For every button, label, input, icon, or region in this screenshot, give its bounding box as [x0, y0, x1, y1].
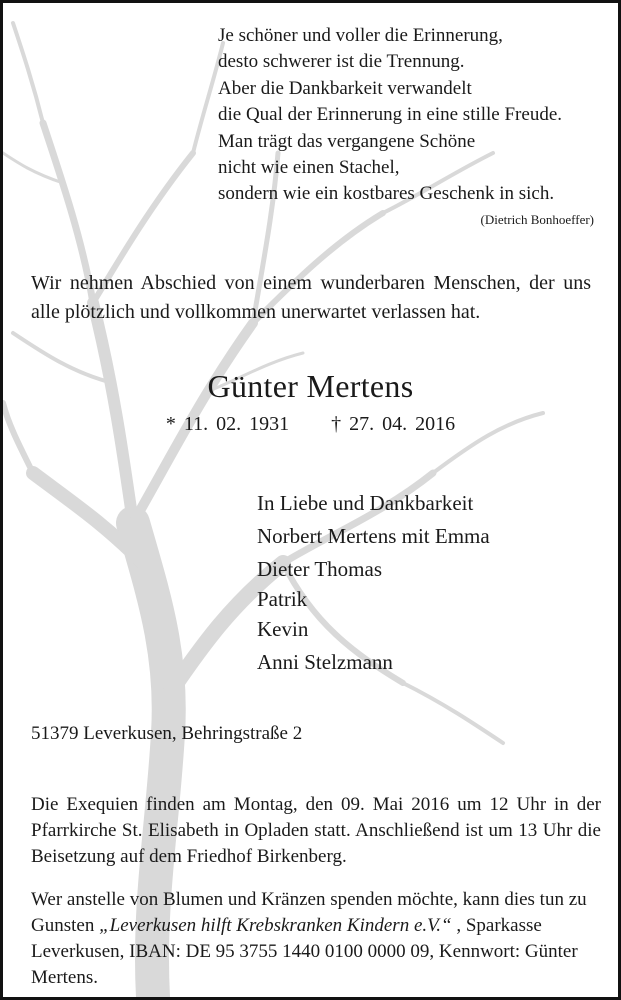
mourners	[257, 487, 490, 679]
address: 51379 Leverkusen, Behringstraße 2	[31, 723, 303, 744]
donation-text: Wer anstelle von Blumen und Kränzen spenden möchte, kann dies tun zu Gunsten	[31, 889, 587, 936]
service-info: Die Exequien finden am Montag, den 09. Mai 2016 um 12 Uhr in der Pfarrkirche St. Elisabeth in Opladen statt. Anschließend ist um 13 Uhr die Beisetzung auf dem Friedhof Birkenberg.	[31, 794, 601, 867]
poem-line: sondern wie ein kostbares Geschenk in sich.	[218, 183, 555, 205]
mourner-name: Patrik	[257, 587, 308, 611]
poem-line: nicht wie einen Stachel,	[218, 157, 400, 179]
mourner-name: Norbert Mertens mit Emma	[257, 524, 490, 548]
mourner-name: Anni Stelzmann	[257, 650, 393, 674]
poem	[218, 23, 562, 208]
poem-line: desto schwerer ist die Trennung.	[218, 51, 465, 73]
birth-date: 11. 02. 1931	[183, 413, 290, 435]
poem-line: die Qual der Erinnerung in eine stille Freude.	[218, 104, 563, 126]
mourner-name: Dieter Thomas	[257, 557, 382, 581]
poem-line: Je schöner und voller die Erinnerung,	[218, 25, 503, 46]
charity-name: „Leverkusen hilft Krebskranken Kindern e.V.“	[99, 915, 452, 936]
poem-line: Man trägt das vergangene Schöne	[218, 130, 476, 152]
deceased-name: Günter Mertens	[207, 368, 414, 404]
mourners-intro: In Liebe und Dankbarkeit	[257, 491, 474, 515]
donation-info	[31, 887, 601, 991]
poem-attribution: (Dietrich Bonhoeffer)	[480, 212, 594, 227]
death-symbol: †	[331, 413, 342, 435]
intro-text: Wir nehmen Abschied von einem wunderbaren Menschen, der uns alle plötzlich und vollkommen unerwartet verlassen hat.	[31, 272, 591, 323]
mourner-name: Kevin	[257, 617, 309, 641]
death-date: 27. 04. 2016	[349, 413, 456, 435]
donation-details: , Sparkasse Leverkusen, IBAN: DE 95 3755 1440 0100 0000 09, Kennwort: Günter Mertens.	[31, 915, 578, 988]
poem-line: Aber die Dankbarkeit verwandelt	[218, 77, 472, 99]
birth-symbol: *	[165, 413, 176, 435]
life-dates	[3, 413, 618, 436]
